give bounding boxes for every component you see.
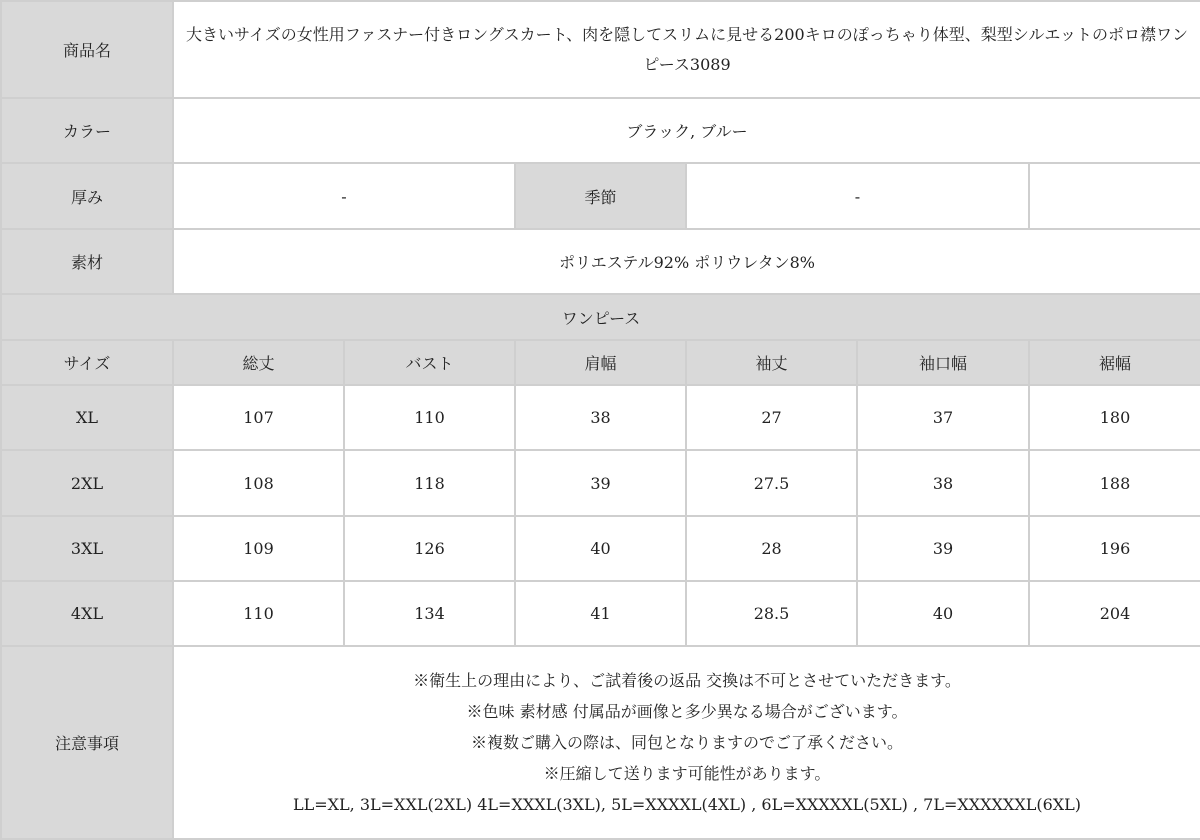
color-label: カラー — [1, 98, 173, 163]
notes-line: ※色味 素材感 付属品が画像と多少異なる場合がございます。 — [466, 702, 908, 721]
product-name-label: 商品名 — [1, 1, 173, 98]
material-value: ポリエステル92% ポリウレタン8% — [173, 229, 1200, 294]
size-cell: 4XL — [1, 581, 173, 646]
size-header-shoulder: 肩幅 — [515, 340, 686, 385]
table-cell: 110 — [344, 385, 515, 450]
table-cell: 134 — [344, 581, 515, 646]
size-header-cuff-width: 袖口幅 — [857, 340, 1029, 385]
size-section-title: ワンピース — [1, 294, 1200, 340]
table-cell: 107 — [173, 385, 344, 450]
notes-label: 注意事項 — [1, 646, 173, 839]
size-cell: XL — [1, 385, 173, 450]
table-cell: 204 — [1029, 581, 1200, 646]
thickness-value: - — [173, 163, 515, 229]
product-name-row — [1, 1, 1200, 98]
table-cell: 109 — [173, 516, 344, 581]
table-cell: 118 — [344, 450, 515, 516]
size-header-bust: バスト — [344, 340, 515, 385]
material-label: 素材 — [1, 229, 173, 294]
table-row — [1, 516, 1200, 581]
table-cell: 188 — [1029, 450, 1200, 516]
material-row — [1, 229, 1200, 294]
product-name-cell — [173, 1, 1200, 98]
size-cell: 3XL — [1, 516, 173, 581]
size-cell: 2XL — [1, 450, 173, 516]
size-header-row — [1, 340, 1200, 385]
season-label: 季節 — [515, 163, 686, 229]
table-cell: 37 — [857, 385, 1029, 450]
size-header-total-length: 総丈 — [173, 340, 344, 385]
table-cell: 27.5 — [686, 450, 857, 516]
table-cell: 28 — [686, 516, 857, 581]
table-cell: 39 — [857, 516, 1029, 581]
table-row — [1, 385, 1200, 450]
size-header-hem-width: 裾幅 — [1029, 340, 1200, 385]
table-cell: 40 — [515, 516, 686, 581]
table-cell: 196 — [1029, 516, 1200, 581]
product-name-value: 大きいサイズの女性用ファスナー付きロングスカート、肉を隠してスリムに見せる200キロのぽっちゃり体型、梨型シルエットのポロ襟ワンピース3089 — [186, 24, 1188, 74]
thickness-season-row — [1, 163, 1200, 229]
color-row — [1, 98, 1200, 163]
size-header-sleeve-length: 袖丈 — [686, 340, 857, 385]
table-cell: 40 — [857, 581, 1029, 646]
table-cell: 39 — [515, 450, 686, 516]
notes-row — [1, 646, 1200, 839]
table-cell: 110 — [173, 581, 344, 646]
table-cell: 38 — [515, 385, 686, 450]
notes-cell — [173, 646, 1200, 839]
thickness-label: 厚み — [1, 163, 173, 229]
size-header-size: サイズ — [1, 340, 173, 385]
table-row — [1, 450, 1200, 516]
table-row — [1, 581, 1200, 646]
season-value: - — [686, 163, 1029, 229]
notes-line: ※衛生上の理由により、ご試着後の返品 交換は不可とさせていただきます。 — [413, 671, 961, 690]
table-cell: 126 — [344, 516, 515, 581]
color-value: ブラック, ブルー — [173, 98, 1200, 163]
notes-line: ※圧縮して送ります可能性があります。 — [543, 764, 831, 783]
table-cell: 27 — [686, 385, 857, 450]
table-cell: 28.5 — [686, 581, 857, 646]
table-cell: 108 — [173, 450, 344, 516]
table-cell: 38 — [857, 450, 1029, 516]
notes-list — [180, 665, 1194, 820]
table-cell: 180 — [1029, 385, 1200, 450]
notes-line: LL=XL, 3L=XXL(2XL) 4L=XXXL(3XL), 5L=XXXXL(4XL) , 6L=XXXXXL(5XL) , 7L=XXXXXXL(6XL) — [293, 795, 1082, 814]
empty-cell — [1029, 163, 1200, 229]
size-section-row — [1, 294, 1200, 340]
notes-line: ※複数ご購入の際は、同包となりますのでご了承ください。 — [471, 733, 904, 752]
table-cell: 41 — [515, 581, 686, 646]
